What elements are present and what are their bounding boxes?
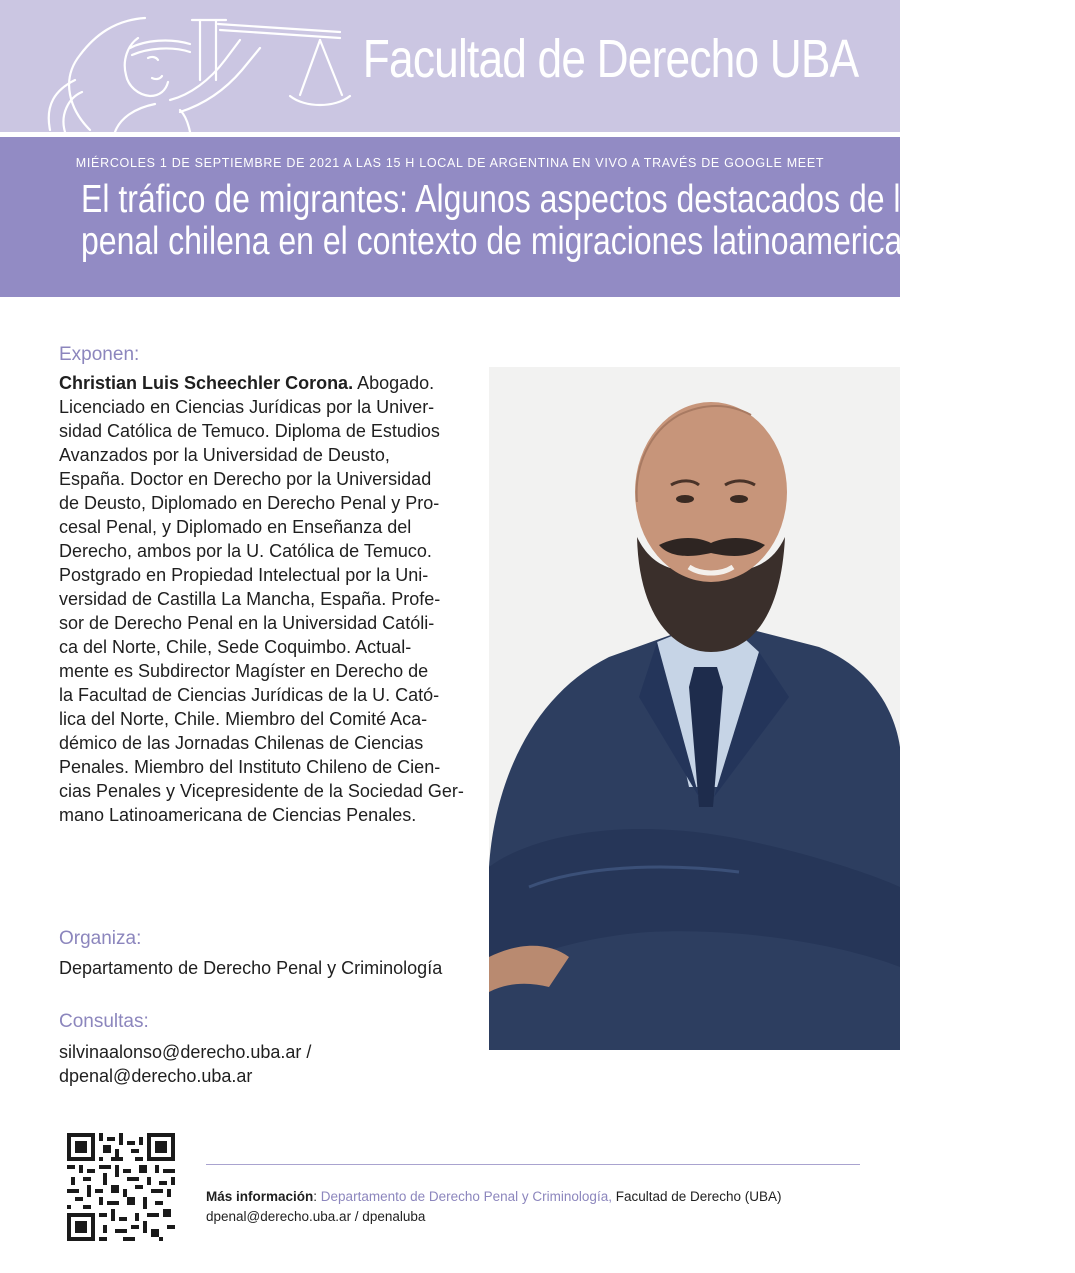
- more-info-label: Más información: [206, 1189, 314, 1204]
- footer-divider: [206, 1164, 860, 1165]
- consultas-email-1[interactable]: silvinaalonso@derecho.uba.ar /: [59, 1042, 312, 1062]
- speaker-bio: [59, 371, 464, 827]
- more-info: [206, 1187, 782, 1227]
- bio-line: sidad Católica de Temuco. Diploma de Estudios: [59, 421, 440, 441]
- event-title-line-2: penal chilena en el contexto de migraciones latinoamericano: [81, 220, 938, 263]
- more-info-contact[interactable]: dpenal@derecho.uba.ar / dpenaluba: [206, 1209, 426, 1224]
- organiza-value: Departamento de Derecho Penal y Criminología: [59, 958, 443, 978]
- bio-line: mano Latinoamericana de Ciencias Penales.: [59, 805, 417, 825]
- bio-line: versidad de Castilla La Mancha, España. Profe-: [59, 589, 441, 609]
- bio-line: Avanzados por la Universidad de Deusto,: [59, 445, 390, 465]
- bio-line: Derecho, ambos por la U. Católica de Temuco.: [59, 541, 432, 561]
- consultas-email-2[interactable]: dpenal@derecho.uba.ar: [59, 1066, 253, 1086]
- more-info-line-1: [206, 1187, 782, 1207]
- bio-line: Licenciado en Ciencias Jurídicas por la Univer-: [59, 397, 435, 417]
- justice-figure-illustration: [20, 0, 350, 132]
- bio-line: lica del Norte, Chile. Miembro del Comité Aca-: [59, 709, 428, 729]
- speakers-label: Exponen:: [59, 344, 140, 365]
- event-date-line: MIÉRCOLES 1 DE SEPTIEMBRE DE 2021 A LAS 15 H LOCAL DE ARGENTINA EN VIVO A TRAVÉS DE GOOGLE MEET: [75, 156, 825, 170]
- bio-line: mente es Subdirector Magíster en Derecho de: [59, 661, 429, 681]
- department-link[interactable]: Departamento de Derecho Penal y Criminología,: [320, 1189, 612, 1204]
- organiza-label: Organiza:: [59, 928, 142, 949]
- bio-line: cesal Penal, y Diplomado en Enseñanza del: [59, 517, 412, 537]
- bio-line: [59, 371, 459, 395]
- bio-line: cias Penales y Vicepresidente de la Sociedad Ger-: [59, 781, 464, 801]
- event-band: [0, 137, 1075, 297]
- bio-line: de Deusto, Diplomado en Derecho Penal y Pro-: [59, 493, 440, 513]
- header-banner: [0, 0, 900, 132]
- bio-line: ca del Norte, Chile, Sede Coquimbo. Actual-: [59, 637, 412, 657]
- bio-line: sor de Derecho Penal en la Universidad Católi-: [59, 613, 435, 633]
- more-info-sep: :: [313, 1189, 321, 1204]
- bio-line: démico de las Jornadas Chilenas de Ciencias: [59, 733, 424, 753]
- event-title-line-1: El tráfico de migrantes: Algunos aspectos destacados de la regulación: [81, 178, 1075, 221]
- event-title: [0, 178, 1075, 263]
- faculty-title: Facultad de Derecho UBA: [362, 29, 858, 89]
- bio-line: Penales. Miembro del Instituto Chileno de Cien-: [59, 757, 441, 777]
- qr-code-icon: [67, 1133, 175, 1241]
- bio-line: Postgrado en Propiedad Intelectual por la Uni-: [59, 565, 429, 585]
- speaker-photo: [489, 367, 900, 1050]
- speaker-name: Christian Luis Scheechler Corona.: [59, 373, 354, 393]
- bio-line-rest: Abogado.: [353, 373, 435, 393]
- faculty-name: Facultad de Derecho (UBA): [611, 1189, 782, 1204]
- consultas-emails: [59, 1040, 459, 1088]
- consultas-label: Consultas:: [59, 1011, 149, 1032]
- bio-line: España. Doctor en Derecho por la Universidad: [59, 469, 432, 489]
- bio-line: la Facultad de Ciencias Jurídicas de la U. Cató-: [59, 685, 440, 705]
